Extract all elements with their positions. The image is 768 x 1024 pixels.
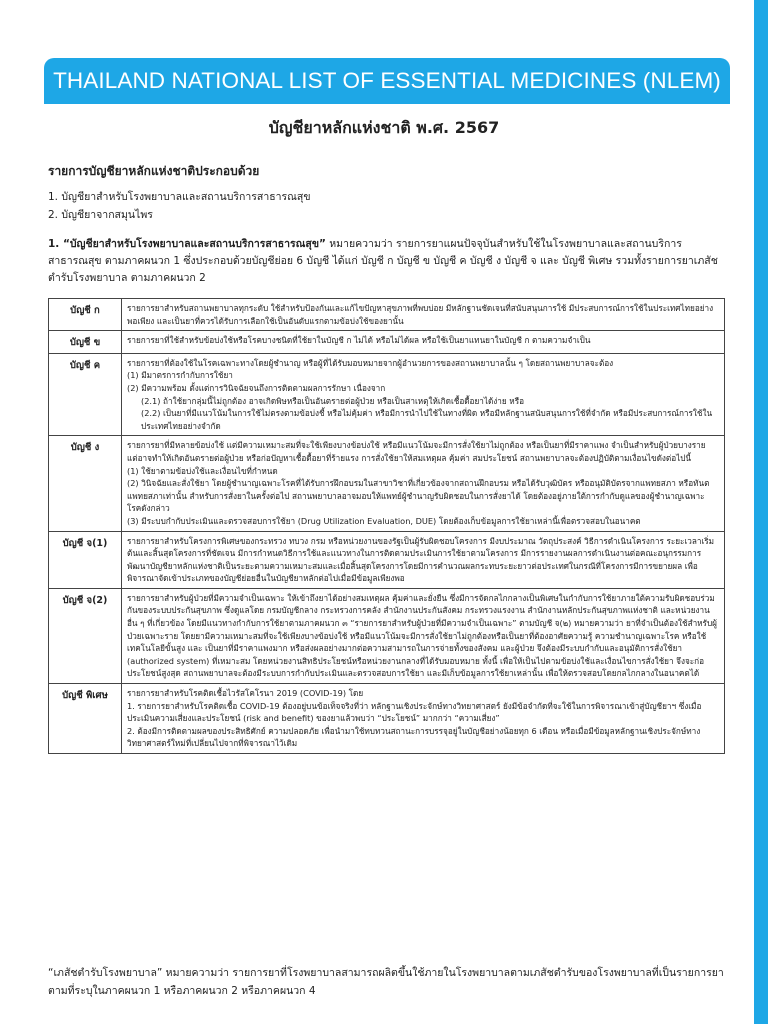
row-text <box>122 353 725 436</box>
row-line: รายการยาสำหรับผู้ป่วยที่มีความจำเป็นเฉพาะ ให้เข้าถึงยาได้อย่างสมเหตุผล คุ้มค่าและยั่งยืน ซึ่งมีการจัดกลไกกลางเป็นพิเศษในกำกับการใช้ยาภายใต้ความรับผิดชอบร่วมกันของระบบประกันสุขภาพ ซึ่งดูแลโดย กรมบัญชีกลาง กระทรวงการคลัง สำนักงานประกันสังคม กระทรวงแรงงาน สำนักงานหลักประกันสุขภาพแห่งชาติ และหน่วยงานอื่น ๆ ที่เกี่ยวข้อง โดยมีแนวทางกำกับการใช้ยาตามภาคผนวก ๓ “รายการยาสำหรับผู้ป่วยที่มีความจำเป็นเฉพาะ” ตามบัญชี จ(๒) หมายความว่า ยาที่จำเป็นต้องใช้สำหรับผู้ป่วยเฉพาะราย โดยยามีความเหมาะสมที่จะใช้เพียงบางข้อบ่งใช้ หรือมีแนวโน้มจะมีการสั่งใช้ยาไม่ถูกต้องหรือเป็นยาที่ต้องอาศัยความรู้ ความชำนาญเฉพาะโรค หรือใช้เทคโนโลยีขั้นสูง และ เป็นยาที่มีราคาแพงมาก หรือส่งผลอย่างมากต่อความสามารถในการจ่ายทั้งของสังคม และผู้ป่วย จึงต้องมีระบบกำกับและอนุมัติการสั่งใช้ยา (authorized system) ที่เหมาะสม โดยหน่วยงานสิทธิประโยชน์หรือหน่วยงานกลางที่ได้รับมอบหมาย ทั้งนี้ เพื่อให้เป็นไปตามข้อบ่งใช้และเงื่อนไขการสั่งใช้ยา จึงจะก่อประโยชน์สูงสุด สถานพยาบาลจะต้องมีระบบการกำกับประเมินและตรวจสอบการใช้ยา และมีเก็บข้อมูลการใช้ยาเหล่านั้น เพื่อให้ตรวจสอบโดยกลไกกลางในอนาคตได้ <box>127 592 717 679</box>
row-label: บัญชี พิเศษ <box>49 684 122 754</box>
row-line: รายการยาที่ต้องใช้ในโรคเฉพาะทางโดยผู้ชำนาญ หรือผู้ที่ได้รับมอบหมายจากผู้อำนวยการของสถานพยาบาลนั้น ๆ โดยสถานพยาบาลจะต้อง <box>127 357 614 368</box>
page-title: บัญชียาหลักแห่งชาติ พ.ศ. 2567 <box>268 118 500 137</box>
row-label: บัญชี ง <box>49 436 122 531</box>
row-line: (2.1) ถ้าใช้ยากลุ่มนี้ไม่ถูกต้อง อาจเกิดพิษหรือเป็นอันตรายต่อผู้ป่วย หรือเป็นสาเหตุให้เกิดเชื้อดื้อยาได้ง่าย หรือ <box>141 395 525 406</box>
row-line: รายการยาสำหรับโครงการพิเศษของกระทรวง ทบวง กรม หรือหน่วยงานของรัฐเป็นผู้รับผิดชอบโครงการ มีงบประมาณ วัตถุประสงค์ วิธีการดำเนินโครงการ ระยะเวลาเริ่มต้นและสิ้นสุดโครงการที่ชัดเจน มีการกำหนดวิธีการใช้และแนวทางในการติดตามประเมินการใช้ยาตามโครงการ มีการรายงานผลการดำเนินงานต่อคณะอนุกรรมการพัฒนาบัญชียาหลักแห่งชาติเป็นระยะตามความเหมาะสมและเมื่อสิ้นสุดโครงการโดยมีการคำนวณผลกระทบระยะยาวต่อประเทศในกรณีที่โครงการมีการขยายผล เพื่อพิจารณาจัดเข้าประเภทของบัญชีย่อยอื่นในบัญชียาหลักต่อไปเมื่อมีข้อมูลเพียงพอ <box>127 535 715 584</box>
banner-title: THAILAND NATIONAL LIST OF ESSENTIAL MEDICINES (NLEM) <box>53 68 721 93</box>
table-row <box>49 353 725 436</box>
row-line: 2. ต้องมีการติดตามผลของประสิทธิศักย์ ความปลอดภัย เพื่อนำมาใช้ทบทวนสถานะการบรรจุอยู่ในบัญชีอย่างน้อยทุก 6 เดือน หรือเมื่อมีข้อมูลหลักฐานเชิงประจักษ์ทางวิทยาศาสตร์ใหม่ที่เปลี่ยนไปจากที่พิจารณาไว้เดิม <box>127 725 701 749</box>
definitions-table <box>48 298 725 754</box>
row-line: (1) มีมาตรการกำกับการใช้ยา <box>127 370 233 381</box>
row-label: บัญชี ค <box>49 353 122 436</box>
row-label: บัญชี จ(2) <box>49 588 122 683</box>
row-label: บัญชี ก <box>49 299 122 331</box>
row-line: (2) วินิจฉัยและสั่งใช้ยา โดยผู้ชำนาญเฉพาะโรคที่ได้รับการฝึกอบรมในสาขาวิชาที่เกี่ยวข้องจากสถานฝึกอบรม หรือได้รับวุฒิบัตร หรืออนุมัติบัตรจากแพทยสภา หรือทันตแพทยสภาเท่านั้น สำหรับการสั่งยาในครั้งต่อไป สถานพยาบาลอาจมอบให้แพทย์ผู้ชำนาญรับผิดชอบในการสั่งยาได้ โดยต้องอยู่ภายใต้การกำกับดูแลของผู้ชำนาญเฉพาะโรคดังกล่าว <box>127 478 710 514</box>
intro-paragraph <box>48 236 724 287</box>
table-row <box>49 531 725 588</box>
table-row <box>49 684 725 754</box>
row-line: รายการยาสำหรับสถานพยาบาลทุกระดับ ใช้สำหรับป้องกันและแก้ไขปัญหาสุขภาพที่พบบ่อย มีหลักฐานชัดเจนที่สนับสนุนการใช้ มีประสบการณ์การใช้ในประเทศไทยอย่างพอเพียง และเป็นยาที่ควรได้รับการเลือกใช้เป็นอันดับแรกตามข้อบ่งใช้ของยานั้น <box>127 303 714 326</box>
toc-item: 2. บัญชียาจากสมุนไพร <box>48 209 153 221</box>
intro-bold: 1. “บัญชียาสำหรับโรงพยาบาลและสถานบริการสาธารณสุข” <box>48 238 326 250</box>
table-row <box>49 588 725 683</box>
footer-paragraph: “เภสัชตำรับโรงพยาบาล” หมายความว่า รายการยาที่โรงพยาบาลสามารถผลิตขึ้นใช้ภายในโรงพยาบาลตามเภสัชตำรับของโรงพยาบาลที่เป็นรายการยาตามที่ระบุในภาคผนวก 1 หรือภาคผนวก 2 หรือภาคผนวก 4 <box>48 967 724 997</box>
row-line: รายการยาสำหรับโรคติดเชื้อไวรัสโคโรนา 2019 (COVID-19) โดย <box>127 688 364 699</box>
row-line: 1. รายการยาสำหรับโรคติดเชื้อ COVID-19 ต้องอยู่บนข้อเท็จจริงที่ว่า หลักฐานเชิงประจักษ์ทางวิทยาศาสตร์ ยังมีข้อจำกัดที่จะใช้ในการพิจารณาเข้าสู่บัญชียาฯ ซึ่งเมื่อประเมินความเสี่ยงและประโยชน์ (risk and benefit) ของยาแล้วพบว่า “ประโยชน์” มากกว่า “ความเสี่ยง” <box>127 700 702 724</box>
toc-list <box>48 188 311 224</box>
row-line: (3) มีระบบกำกับประเมินและตรวจสอบการใช้ยา (Drug Utilization Evaluation, DUE) โดยต้องเก็บข้อมูลการใช้ยาเหล่านี้เพื่อตรวจสอบในอนาคต <box>127 515 641 526</box>
row-text <box>122 531 725 588</box>
row-text <box>122 436 725 531</box>
row-text <box>122 588 725 683</box>
row-text <box>122 299 725 331</box>
row-text <box>122 684 725 754</box>
table-row <box>49 331 725 354</box>
table-row <box>49 299 725 331</box>
toc-item: 1. บัญชียาสำหรับโรงพยาบาลและสถานบริการสาธารณสุข <box>48 191 311 203</box>
row-line: รายการยาที่มีหลายข้อบ่งใช้ แต่มีความเหมาะสมที่จะใช้เพียงบางข้อบ่งใช้ หรือมีแนวโน้มจะมีการสั่งใช้ยาไม่ถูกต้อง หรือเป็นยาที่มีราคาแพง จำเป็นสำหรับผู้ป่วยบางราย แต่อาจทำให้เกิดอันตรายต่อผู้ป่วย หรือก่อปัญหาเชื้อดื้อยาที่ร้ายแรง การสั่งใช้ยาให้สมเหตุผล คุ้มค่า สมประโยชน์ สถานพยาบาลจะต้องปฏิบัติตามเงื่อนไขดังต่อไปนี้ <box>127 440 706 463</box>
row-label: บัญชี จ(1) <box>49 531 122 588</box>
row-line: (1) ใช้ยาตามข้อบ่งใช้และเงื่อนไขที่กำหนด <box>127 465 278 476</box>
row-text <box>122 331 725 354</box>
right-accent-bar <box>754 0 768 1024</box>
row-label: บัญชี ข <box>49 331 122 354</box>
page-banner <box>44 58 730 104</box>
section-heading: รายการบัญชียาหลักแห่งชาติประกอบด้วย <box>48 164 260 178</box>
row-line: (2.2) เป็นยาที่มีแนวโน้มในการใช้ไม่ตรงตามข้อบ่งชี้ หรือไม่คุ้มค่า หรือมีการนำไปใช้ในทางที่ผิด หรือมีหลักฐานสนับสนุนการใช้ที่จำกัด หรือมีประสบการณ์การใช้ในประเทศไทยอย่างจำกัด <box>141 408 713 431</box>
intro-text: หมายความว่า รายการยาแผนปัจจุบันสำหรับใช้ในโรงพยาบาลและสถานบริการสาธารณสุข ตามภาคผนวก 1 ซึ่งประกอบด้วยบัญชีย่อย 6 บัญชี ได้แก่ บัญชี ก บัญชี ข บัญชี ค บัญชี ง บัญชี จ และ บัญชี พิเศษ รวมทั้งรายการยาเภสัชตำรับโรงพยาบาล ตามภาคผนวก 2 <box>48 238 718 284</box>
row-line: (2) มีความพร้อม ตั้งแต่การวินิจฉัยจนถึงการติดตามผลการรักษา เนื่องจาก <box>127 382 386 393</box>
table-row <box>49 436 725 531</box>
row-line: รายการยาที่ใช้สำหรับข้อบ่งใช้หรือโรคบางชนิดที่ใช้ยาในบัญชี ก ไม่ได้ หรือไม่ได้ผล หรือใช้เป็นยาแทนยาในบัญชี ก ตามความจำเป็น <box>127 335 591 346</box>
